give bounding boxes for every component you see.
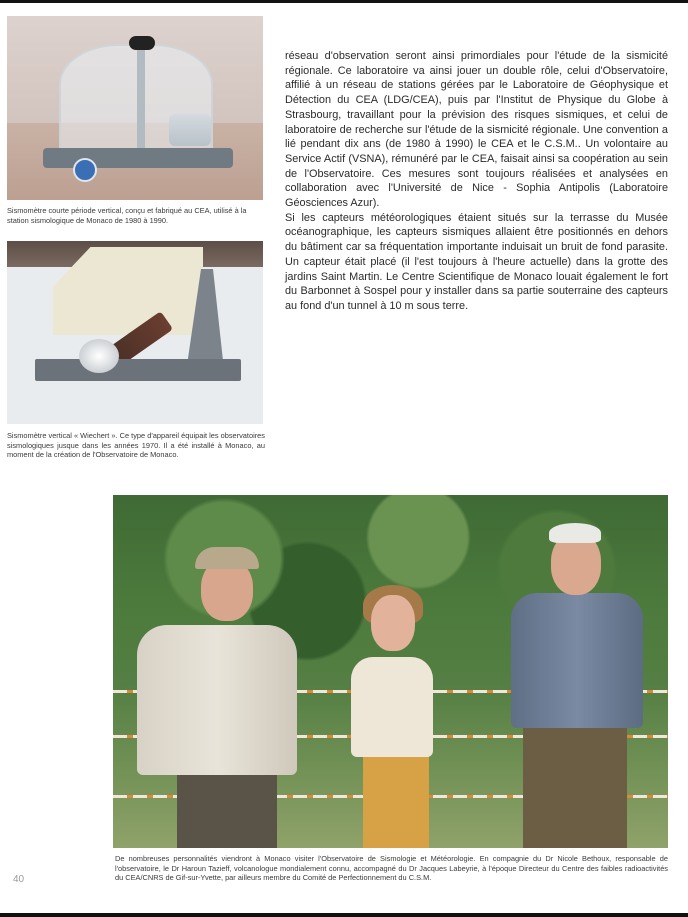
page-number: 40 (13, 874, 25, 885)
body-paragraph: réseau d'observation seront ainsi primordiales pour l'étude de la sismicité régionale. Ce laboratoire va ainsi jouer un double rôle, celui d'Observatoire, affilié à un réseau de stations gérées par le Laboratoire de Géophysique et Détection du CEA (LDG/CEA), puis par l'Institut de Physique du Globe à Strasbourg, travaillant pour la prévision des risques sismiques, et celui de laboratoire de recherche sur l'étude de la sismicité régionale. Une convention a lié pendant dix ans (de 1980 à 1990) le CEA et le C.S.M.. Un volontaire au Service Actif (VSNA), rémunéré par le CEA, faisait ainsi sa coopération au sein de l'Observatoire. Ces mesures sont toujours réalisées et analysées en collaboration avec l'Université de Nice - Sophia Antipolis (Laboratoire Géosciences Azur). (285, 50, 668, 210)
photo2-caption: Sismomètre vertical « Wiechert ». Ce type d'appareil équipait les observatoires sismologiques jusque dans les années 1970. Il a été installé à Monaco, au moment de la création de l'Observatoire de Monaco. (7, 431, 265, 460)
person-left-pants (177, 775, 277, 848)
wiechert-seismometer-photo (7, 241, 263, 424)
person-left-shirt (137, 625, 297, 775)
body-paragraph: Si les capteurs météorologiques étaient situés sur la terrasse du Musée océanographique, les capteurs sismiques allaient être positionnés en dehors du bâtiment car sa fréquentation importante induisait un bruit de fond parasite. Un capteur était placé (il l'est toujours à l'heure actuelle) dans la grotte des jardins Saint Martin. Le Centre Scientifique de Monaco louait également le fort du Barbonnet à Sospel pour y installer dans sa partie souterraine des capteurs au fond d'un tunnel à 10 m sous terre. (285, 211, 668, 312)
person-center-pants (363, 753, 429, 848)
person-right-hair (549, 523, 601, 543)
body-text (285, 49, 668, 314)
person-right-pants (523, 727, 627, 848)
person-center-head (371, 595, 415, 651)
seismometer-base (43, 148, 233, 168)
instrument-dial (79, 339, 119, 373)
person-right-shirt (511, 593, 643, 728)
person-center-shirt (351, 657, 433, 757)
bottom-rule (0, 913, 688, 917)
instrument-base-plate (35, 359, 241, 381)
photo3-caption: De nombreuses personnalités viendront à Monaco visiter l'Observatoire de Sismologie et Météorologie. En compagnie du Dr Nicole Bethoux, responsable de l'observatoire, le Dr Haroun Tazieff, volcanologue mondialement connu, accompagné du Dr Jacques Labeyrie, à l'époque Directeur du Centre des faibles radioactivités du CEA/CNRS de Gif-sur-Yvette, par ailleurs membre du Comité de Perfectionnement du C.S.M. (115, 854, 668, 883)
person-left-hat (195, 547, 259, 569)
transparent-dome (59, 44, 213, 158)
dome-knob (129, 36, 155, 50)
photo1-caption: Sismomètre courte période vertical, conçu et fabriqué au CEA, utilisé à la station sismologique de Monaco de 1980 à 1990. (7, 206, 247, 225)
group-photo (113, 495, 668, 848)
seismometer-dome-photo (7, 16, 263, 200)
cea-logo-badge (73, 158, 97, 182)
top-rule (0, 0, 688, 3)
